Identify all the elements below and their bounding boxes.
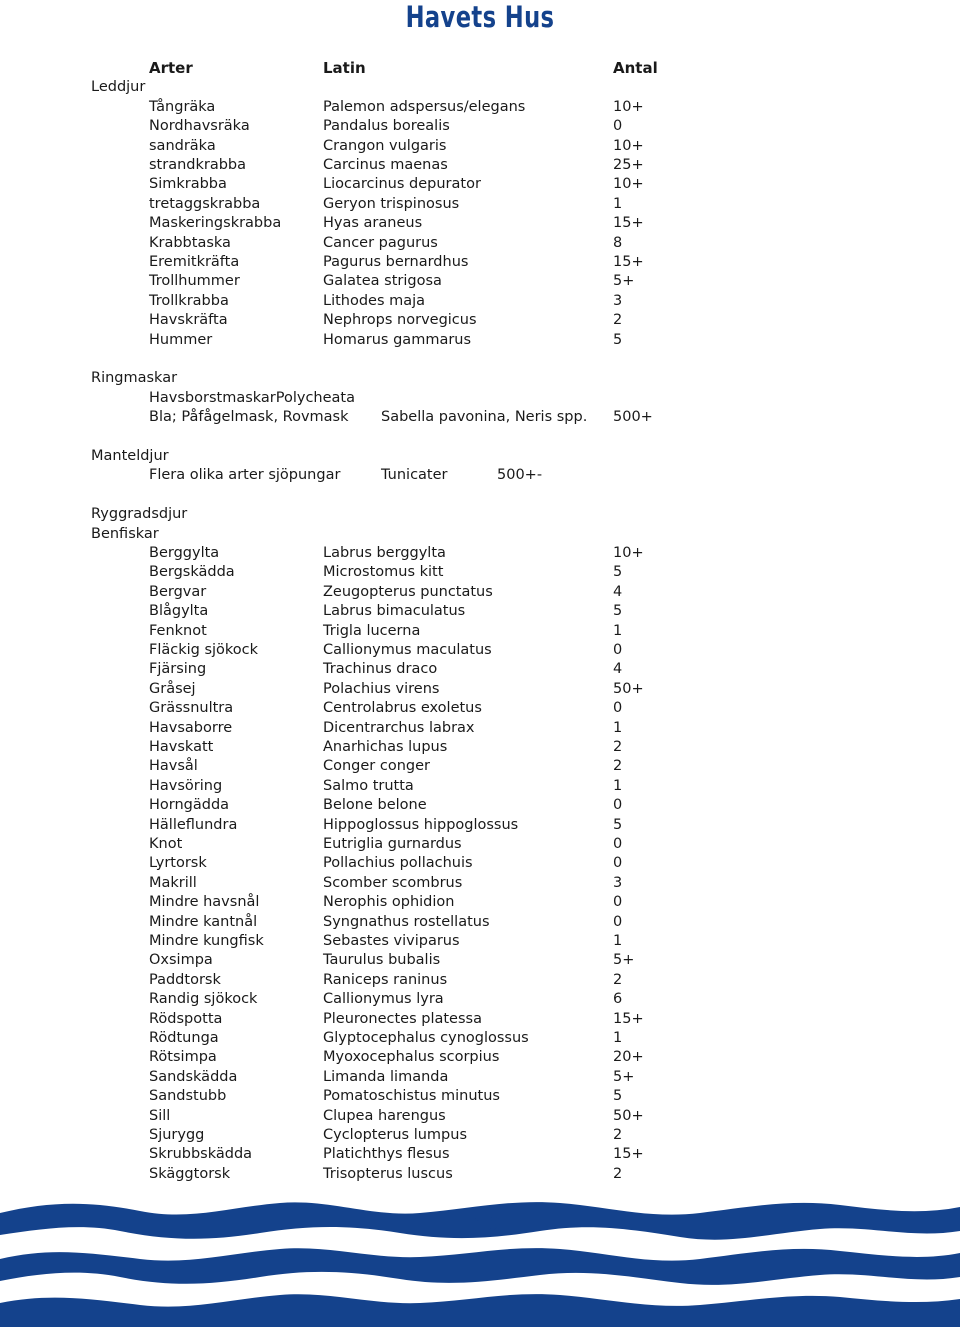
species-name: Nordhavsräka	[149, 118, 250, 135]
species-name: Sandstubb	[149, 1088, 227, 1105]
latin-name: Sebastes viviparus	[323, 933, 460, 949]
table-row	[0, 233, 960, 253]
latin-name: Nerophis ophidion	[323, 894, 455, 911]
count: 1	[613, 1030, 623, 1046]
species-name: Fjärsing	[149, 661, 207, 678]
species-name: Bergskädda	[149, 564, 235, 581]
species-name: Eremitkräfta	[149, 254, 240, 270]
count: 5+	[613, 952, 635, 969]
table-row	[0, 543, 960, 563]
latin-name: Zeugopterus punctatus	[323, 583, 493, 600]
latin-name: Polachius virens	[323, 680, 440, 697]
count: 0	[613, 797, 623, 814]
latin-name: Callionymus lyra	[323, 991, 444, 1008]
table-row	[0, 1047, 960, 1067]
latin-name: Nephrops norvegicus	[323, 312, 477, 329]
latin-name: Sabella pavonina, Neris spp.	[381, 409, 588, 426]
section-name: Benfiskar	[91, 525, 159, 542]
latin-name: Pleuronectes platessa	[323, 1010, 482, 1027]
table-row	[0, 659, 960, 679]
count: 5+	[613, 1068, 635, 1085]
species-name: Havsål	[149, 758, 198, 775]
latin-name: Platichthys flesus	[323, 1146, 450, 1163]
count: 500+-	[497, 467, 543, 484]
table-row	[0, 465, 960, 485]
latin-name: Hippoglossus hippoglossus	[323, 816, 519, 833]
latin-name: Taurulus bubalis	[323, 952, 441, 969]
table-row	[0, 97, 960, 117]
table-row	[0, 950, 960, 970]
section-label	[0, 77, 960, 97]
species-name: Grässnultra	[149, 700, 234, 717]
count: 1	[613, 719, 623, 736]
species-name: Berggylta	[149, 545, 220, 561]
section-label	[0, 524, 960, 544]
latin-name: Pandalus borealis	[323, 118, 450, 135]
latin-name: Trachinus draco	[323, 661, 438, 678]
latin-name: Raniceps raninus	[323, 971, 448, 988]
count: 50+	[613, 680, 644, 697]
count: 1	[613, 777, 623, 794]
table-row	[0, 834, 960, 854]
latin-name: Microstomus kitt	[323, 564, 444, 581]
species-name: Sandskädda	[149, 1068, 238, 1085]
species-name: Hummer	[149, 331, 213, 348]
count: 0	[613, 894, 623, 911]
count: 5	[613, 603, 623, 620]
species-name: Skäggtorsk	[149, 1165, 231, 1182]
section-name: Manteldjur	[91, 448, 169, 464]
latin-name: Trigla lucerna	[323, 622, 421, 639]
col-header-antal: Antal	[613, 59, 658, 77]
count: 0	[613, 700, 623, 717]
count: 15+	[613, 1010, 644, 1027]
count: 4	[613, 661, 623, 678]
species-name: tretaggskrabba	[149, 195, 261, 212]
species-name: Flera olika arter sjöpungar	[149, 467, 341, 484]
species-name: Fläckig sjökock	[149, 642, 259, 658]
count: 3	[613, 292, 623, 309]
species-name: Fenknot	[149, 622, 207, 639]
table-row	[0, 853, 960, 873]
table-row	[0, 698, 960, 718]
species-name: Mindre kungfisk	[149, 933, 264, 949]
table-row	[0, 931, 960, 951]
species-name: strandkrabba	[149, 157, 247, 173]
species-name: Hälleflundra	[149, 816, 238, 833]
table-row	[0, 1125, 960, 1145]
count: 5	[613, 816, 623, 833]
table-row	[0, 155, 960, 175]
count: 2	[613, 312, 623, 329]
species-name: Blågylta	[149, 603, 209, 620]
latin-name: Hyas araneus	[323, 215, 423, 232]
count: 0	[613, 642, 623, 658]
count: 10+	[613, 176, 644, 193]
species-name: Havskräfta	[149, 312, 228, 329]
latin-name: Palemon adspersus/elegans	[323, 98, 526, 115]
species-name: Trollhummer	[149, 273, 240, 290]
table-row	[0, 756, 960, 776]
table-row	[0, 330, 960, 350]
table-row	[0, 601, 960, 621]
latin-name: Pollachius pollachuis	[323, 855, 473, 872]
column-header-row	[0, 58, 960, 78]
table-row	[0, 407, 960, 427]
table-row	[0, 912, 960, 932]
table-row	[0, 252, 960, 272]
count: 1	[613, 622, 623, 639]
count: 2	[613, 758, 623, 775]
table-row	[0, 1106, 960, 1126]
count: 0	[613, 855, 623, 872]
latin-name: Galatea strigosa	[323, 273, 442, 290]
table-row	[0, 388, 960, 408]
species-name: Randig sjökock	[149, 991, 258, 1008]
latin-name: Syngnathus rostellatus	[323, 913, 490, 930]
latin-name: Liocarcinus depurator	[323, 176, 481, 193]
table-row	[0, 310, 960, 330]
latin-name: Glyptocephalus cynoglossus	[323, 1030, 529, 1046]
latin-name: Lithodes maja	[323, 292, 426, 309]
species-name: Rödtunga	[149, 1030, 219, 1046]
count: 10+	[613, 98, 644, 115]
latin-name: Trisopterus luscus	[323, 1165, 453, 1182]
species-name: HavsborstmaskarPolycheata	[149, 389, 356, 406]
count: 0	[613, 118, 623, 135]
count: 8	[613, 234, 623, 251]
species-name: Skrubbskädda	[149, 1146, 253, 1163]
page-number: 12	[472, 1214, 503, 1238]
table-row	[0, 213, 960, 233]
species-name: Knot	[149, 836, 183, 852]
count: 5+	[613, 273, 635, 290]
species-name: Havskatt	[149, 739, 214, 755]
species-name: Oxsimpa	[149, 952, 213, 969]
species-name: Mindre kantnål	[149, 913, 258, 930]
section-name: Ryggradsdjur	[91, 506, 188, 523]
count: 4	[613, 583, 623, 600]
table-row	[0, 1144, 960, 1164]
count: 3	[613, 874, 623, 891]
species-name: Trollkrabba	[149, 292, 229, 309]
section-name: Leddjur	[91, 79, 146, 96]
latin-name: Eutriglia gurnardus	[323, 836, 462, 852]
latin-name: Crangon vulgaris	[323, 137, 447, 154]
table-row	[0, 291, 960, 311]
table-row	[0, 174, 960, 194]
species-name: Tångräka	[149, 98, 216, 115]
latin-name: Dicentrarchus labrax	[323, 719, 475, 736]
count: 10+	[613, 545, 644, 561]
species-name: Rödspotta	[149, 1010, 223, 1027]
table-row	[0, 1164, 960, 1184]
species-name: Rötsimpa	[149, 1049, 217, 1066]
species-name: Sill	[149, 1107, 171, 1124]
count: 2	[613, 1165, 623, 1182]
species-name: Gråsej	[149, 680, 196, 697]
table-row	[0, 194, 960, 214]
section-label	[0, 368, 960, 388]
latin-name: Homarus gammarus	[323, 331, 472, 348]
species-name: Paddtorsk	[149, 971, 221, 988]
latin-name: Conger conger	[323, 758, 431, 775]
table-row	[0, 892, 960, 912]
latin-name: Labrus berggylta	[323, 545, 446, 561]
latin-name: Cancer pagurus	[323, 234, 438, 251]
species-name: Mindre havsnål	[149, 894, 260, 911]
latin-name: Pagurus bernardhus	[323, 254, 469, 270]
col-header-latin: Latin	[323, 59, 366, 77]
species-name: Havsöring	[149, 777, 223, 794]
count: 10+	[613, 137, 644, 154]
table-row	[0, 271, 960, 291]
species-name: Bergvar	[149, 583, 207, 600]
count: 2	[613, 739, 623, 755]
table-row	[0, 640, 960, 660]
species-name: Horngädda	[149, 797, 230, 814]
count: 15+	[613, 1146, 644, 1163]
latin-name: Limanda limanda	[323, 1068, 449, 1085]
latin-name: Labrus bimaculatus	[323, 603, 466, 620]
count: 0	[613, 836, 623, 852]
count: 25+	[613, 157, 644, 173]
table-row	[0, 989, 960, 1009]
table-row	[0, 1067, 960, 1087]
table-row	[0, 1086, 960, 1106]
col-header-art: Arter	[149, 59, 193, 77]
latin-name: Belone belone	[323, 797, 427, 814]
species-name: Sjurygg	[149, 1127, 205, 1143]
species-name: Havsaborre	[149, 719, 233, 736]
latin-name: Clupea harengus	[323, 1107, 446, 1124]
count: 5	[613, 1088, 623, 1105]
table-row	[0, 737, 960, 757]
table-row	[0, 621, 960, 641]
count: 2	[613, 971, 623, 988]
latin-name: Tunicater	[381, 467, 448, 484]
latin-name: Myoxocephalus scorpius	[323, 1049, 500, 1066]
count: 6	[613, 991, 623, 1008]
table-row	[0, 815, 960, 835]
table-row	[0, 1028, 960, 1048]
table-row	[0, 116, 960, 136]
table-row	[0, 136, 960, 156]
species-name: Bla; Påfågelmask, Rovmask	[149, 409, 349, 426]
species-name: Makrill	[149, 874, 197, 891]
table-row	[0, 970, 960, 990]
section-label	[0, 504, 960, 524]
table-row	[0, 562, 960, 582]
count: 15+	[613, 254, 644, 270]
count: 20+	[613, 1049, 644, 1066]
count: 1	[613, 195, 623, 212]
count: 2	[613, 1127, 623, 1143]
section-label	[0, 446, 960, 466]
count: 5	[613, 564, 623, 581]
species-name: Krabbtaska	[149, 234, 231, 251]
table-row	[0, 679, 960, 699]
table-row	[0, 1009, 960, 1029]
latin-name: Anarhichas lupus	[323, 739, 448, 755]
latin-name: Scomber scombrus	[323, 874, 463, 891]
latin-name: Callionymus maculatus	[323, 642, 492, 658]
latin-name: Cyclopterus lumpus	[323, 1127, 467, 1143]
latin-name: Salmo trutta	[323, 777, 414, 794]
table-row	[0, 582, 960, 602]
species-name: Lyrtorsk	[149, 855, 207, 872]
count: 0	[613, 913, 623, 930]
count: 5	[613, 331, 623, 348]
count: 1	[613, 933, 623, 949]
species-name: sandräka	[149, 137, 216, 154]
table-row	[0, 795, 960, 815]
species-name: Simkrabba	[149, 176, 227, 193]
species-name: Maskeringskrabba	[149, 215, 282, 232]
table-row	[0, 873, 960, 893]
latin-name: Pomatoschistus minutus	[323, 1088, 500, 1105]
section-name: Ringmaskar	[91, 370, 178, 387]
table-row	[0, 718, 960, 738]
count: 500+	[613, 409, 653, 426]
latin-name: Centrolabrus exoletus	[323, 700, 482, 717]
table-row	[0, 776, 960, 796]
page-title: Havets Hus	[405, 0, 555, 34]
count: 15+	[613, 215, 644, 232]
latin-name: Carcinus maenas	[323, 157, 448, 173]
wave-band-bottom	[0, 1294, 960, 1327]
count: 50+	[613, 1107, 644, 1124]
wave-band-middle	[0, 1248, 960, 1285]
latin-name: Geryon trispinosus	[323, 195, 460, 212]
